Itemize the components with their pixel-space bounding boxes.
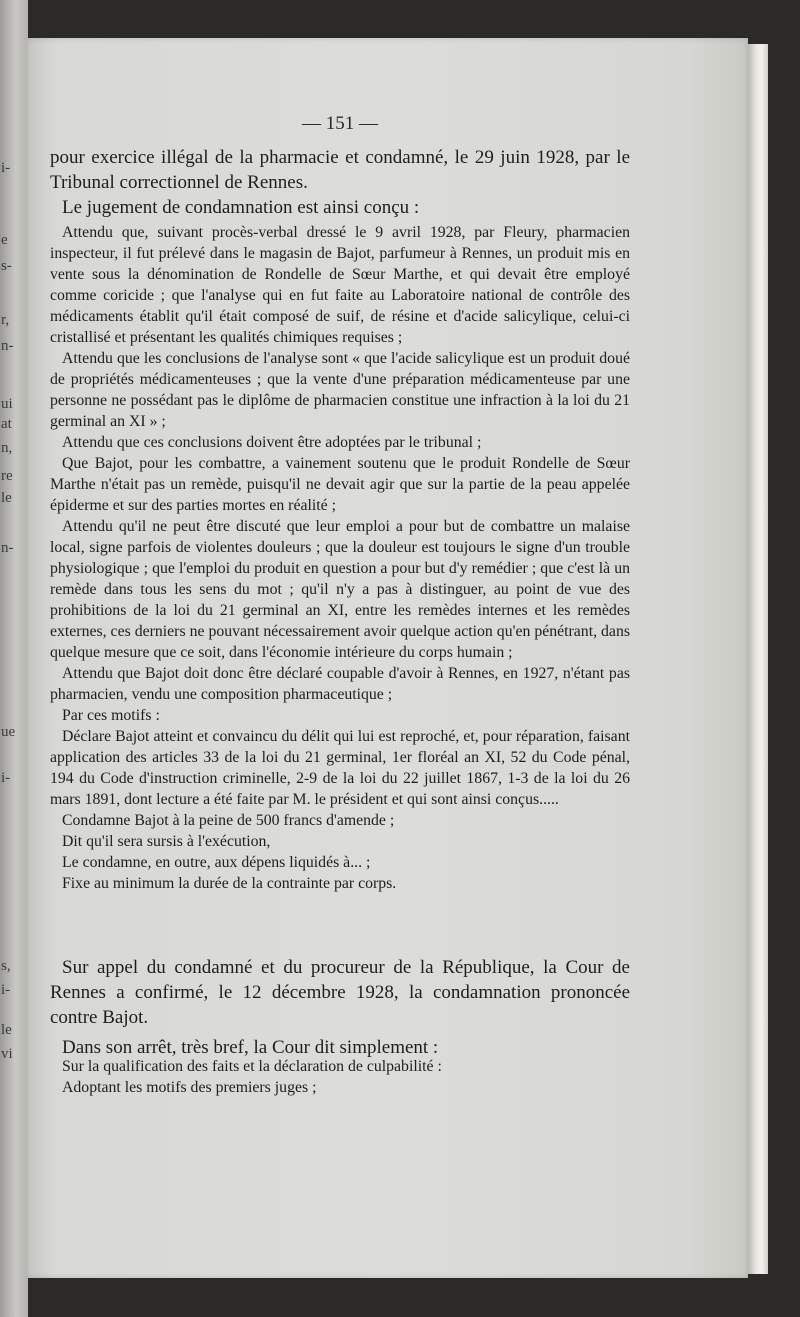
page-stack-edge (748, 44, 768, 1274)
judgment-text (50, 222, 630, 894)
paragraph: Déclare Bajot atteint et convaincu du délit qui lui est reproché, et, pour réparation, faisant application des articles 33 de la loi du 21 germinal, 1er floréal an XI, 52 du Code pénal, 194 du Code d'instruction criminelle, 2-9 de la loi du 22 juillet 1867, 1-3 de la loi du 26 mars 1891, dont lecture a été faite par M. le président et qui sont ainsi conçus..... (50, 728, 630, 808)
adjacent-page-edge (0, 0, 28, 1317)
margin-fragment: at (1, 416, 12, 432)
margin-fragment: vi (1, 1046, 13, 1062)
page-number: — 151 — (302, 113, 378, 134)
paragraph: Attendu que Bajot doit donc être déclaré coupable d'avoir à Rennes, en 1927, n'étant pas pharmacien, vendu une composition pharmaceutique ; (50, 665, 630, 703)
paragraph: Attendu que ces conclusions doivent être adoptées par le tribunal ; (62, 434, 482, 451)
margin-fragment: le (1, 1022, 12, 1038)
margin-fragment: s- (1, 258, 12, 274)
paragraph: Dit qu'il sera sursis à l'exécution, (62, 833, 271, 850)
margin-fragment: i- (1, 160, 11, 176)
margin-fragment: i- (1, 982, 11, 998)
margin-fragment: e (1, 232, 8, 248)
paragraph: Le jugement de condamnation est ainsi conçu : (62, 197, 420, 218)
margin-fragment: ui (1, 396, 13, 412)
paragraph: Sur appel du condamné et du procureur de la République, la Cour de Rennes a confirmé, le 12 décembre 1928, la condamnation prononcée contre Bajot. (50, 957, 630, 1028)
paragraph: Fixe au minimum la durée de la contrainte par corps. (62, 875, 397, 892)
paragraph: Attendu que, suivant procès-verbal dressé le 9 avril 1928, par Fleury, pharmacien inspecteur, il fut prélevé dans le magasin de Bajot, parfumeur à Rennes, un produit mis en vente sous la dénomination de Rondelle de Sœur Marthe, et qui devait être employé comme coricide ; que l'analyse qui en fut faite au Laboratoire national de contrôle des médicaments établit qu'il était composé de suif, de résine et d'acide salicylique, celui-ci cristallisé et présentant les qualités chimiques requises ; (50, 224, 630, 346)
margin-fragment: n- (1, 338, 14, 354)
margin-fragment: ue (1, 724, 16, 740)
paragraph: Sur la qualification des faits et la déclaration de culpabilité : (62, 1058, 442, 1075)
intro-section (50, 145, 630, 220)
appeal-section (50, 955, 630, 1060)
margin-fragment: n, (1, 440, 13, 456)
margin-fragment: le (1, 490, 12, 506)
margin-fragment: s, (1, 958, 11, 974)
paragraph: Adoptant les motifs des premiers juges ; (62, 1079, 317, 1096)
margin-fragment: r, (1, 312, 10, 328)
court-ruling (50, 1056, 630, 1098)
paragraph: Par ces motifs : (62, 707, 160, 724)
margin-fragment: i- (1, 770, 11, 786)
paragraph: Que Bajot, pour les combattre, a vainement soutenu que le produit Rondelle de Sœur Marthe n'était pas un remède, puisqu'il ne devait agir que sur la partie de la peau appelée épiderme et sur des parties mortes en réalité ; (50, 455, 630, 514)
paragraph: pour exercice illégal de la pharmacie et condamné, le 29 juin 1928, par le Tribunal correctionnel de Rennes. (50, 147, 630, 193)
paragraph: Dans son arrêt, très bref, la Cour dit simplement : (62, 1037, 439, 1058)
paragraph: Attendu que les conclusions de l'analyse sont « que l'acide salicylique est un produit doué de propriétés médicamenteuses ; que la vente d'une préparation médicamenteuse par une personne ne possédant pas le diplôme de pharmacien constitue une infraction à la loi du 21 germinal an XI » ; (50, 350, 630, 430)
margin-fragment: n- (1, 540, 14, 556)
paragraph: Le condamne, en outre, aux dépens liquidés à... ; (62, 854, 371, 871)
margin-fragment: re (1, 468, 13, 484)
paragraph: Attendu qu'il ne peut être discuté que leur emploi a pour but de combattre un malaise local, signe parfois de violentes douleurs ; que la douleur est toujours le signe d'un trouble physiologique ; que l'emploi du produit en question a pour but d'y remédier ; que c'est là un remède dans tous les sens du mot ; qu'il n'y a pas à distinguer, au point de vue des prohibitions de la loi du 21 germinal an XI, entre les remèdes internes et les remèdes externes, ces derniers ne pouvant nécessairement avoir quelque action qu'en pénétrant, dans quelque mesure que ce soit, dans l'économie intérieure du corps humain ; (50, 518, 630, 661)
paragraph: Condamne Bajot à la peine de 500 francs d'amende ; (62, 812, 395, 829)
